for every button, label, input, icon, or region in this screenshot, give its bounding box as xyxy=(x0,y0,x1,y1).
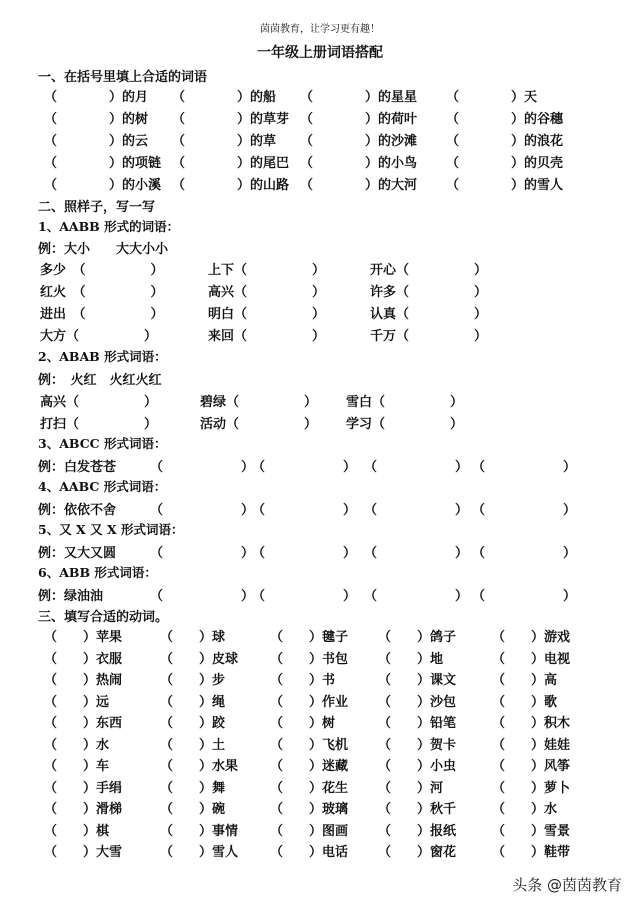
fill-item: （ ）窗花 xyxy=(378,845,457,860)
fill-item: （ ）舞 xyxy=(160,780,226,796)
fill-item: （ ）书包 xyxy=(270,651,349,667)
blank: （ ） xyxy=(252,460,357,475)
fill-item: （ ）的尾巴 xyxy=(172,156,290,171)
blank: （ ） xyxy=(364,546,469,561)
fill-item: （ ）球 xyxy=(160,630,226,645)
fill-item: （ ）事情 xyxy=(160,823,239,839)
fill-item: （ ）的草 xyxy=(172,134,277,149)
fill-item: （ ）东西 xyxy=(44,716,123,731)
fill-item: （ ）贺卡 xyxy=(378,737,457,753)
blank: （ ） xyxy=(364,503,469,518)
blank: （ ） xyxy=(150,503,255,518)
fill-item: （ ）的船 xyxy=(172,90,277,105)
abb-label: 6、ABB 形式词语： xyxy=(38,565,157,580)
fill-item: （ ）课文 xyxy=(378,673,457,688)
section-3-heading: 三、填写合适的动词。 xyxy=(38,610,169,625)
fill-item: 来回（ ） xyxy=(208,329,326,344)
fill-item: （ ）绳 xyxy=(160,694,226,710)
section-2-heading: 二、照样子，写一写 xyxy=(38,200,156,215)
fill-item: 学习（ ） xyxy=(346,417,464,432)
fill-item: （ ）铅笔 xyxy=(378,716,457,731)
yxyx-example: 例：又大又圆 xyxy=(38,546,117,561)
fill-item: （ ）水果 xyxy=(160,759,239,774)
fill-item: （ ）棋 xyxy=(44,823,110,839)
fill-item: （ ）花生 xyxy=(270,780,349,796)
fill-item: （ ）高 xyxy=(492,673,558,688)
page-header: 茵茵教育，让学习更有趣！ xyxy=(260,24,380,35)
watermark: 头条 @茵茵教育 xyxy=(512,876,622,894)
fill-item: （ ）电视 xyxy=(492,651,571,667)
fill-item: （ ）娃娃 xyxy=(492,737,571,753)
fill-item: （ ）雪景 xyxy=(492,823,571,839)
fill-item: 明白（ ） xyxy=(208,307,326,322)
blank: （ ） xyxy=(472,503,577,518)
fill-item: （ ）水 xyxy=(44,737,110,753)
fill-item: （ ）歌 xyxy=(492,694,558,710)
fill-item: 认真（ ） xyxy=(370,307,488,322)
blank: （ ） xyxy=(252,546,357,561)
fill-item: （ ）的小溪 xyxy=(44,178,162,193)
fill-item: （ ）远 xyxy=(44,694,110,710)
fill-item: 高兴（ ） xyxy=(40,395,158,410)
fill-item: （ ）毽子 xyxy=(270,630,349,645)
blank: （ ） xyxy=(472,546,577,561)
fill-item: 许多（ ） xyxy=(370,285,488,300)
fill-item: 进出 （ ） xyxy=(40,307,164,322)
fill-item: 千万（ ） xyxy=(370,329,488,344)
fill-item: 多少 （ ） xyxy=(40,263,164,278)
fill-item: （ ）风筝 xyxy=(492,759,571,774)
fill-item: （ ）的谷穗 xyxy=(446,112,564,127)
fill-item: （ ）鸽子 xyxy=(378,630,457,645)
blank: （ ） xyxy=(472,460,577,475)
fill-item: （ ）报纸 xyxy=(378,823,457,839)
fill-item: （ ）的月 xyxy=(44,90,149,105)
fill-item: 雪白（ ） xyxy=(346,395,464,410)
fill-item: 大方（ ） xyxy=(40,329,158,344)
fill-item: （ ）车 xyxy=(44,759,110,774)
fill-item: （ ）飞机 xyxy=(270,737,349,753)
fill-item: （ ）的小鸟 xyxy=(300,156,418,171)
blank: （ ） xyxy=(252,589,357,604)
blank: （ ） xyxy=(472,589,577,604)
fill-item: （ ）河 xyxy=(378,780,444,796)
fill-item: （ ）的贝壳 xyxy=(446,156,564,171)
fill-item: （ ）大雪 xyxy=(44,845,123,860)
fill-item: （ ）的星星 xyxy=(300,90,418,105)
fill-item: （ ）的雪人 xyxy=(446,178,564,193)
blank: （ ） xyxy=(364,589,469,604)
fill-item: （ ）电话 xyxy=(270,845,349,860)
fill-item: （ ）的草芽 xyxy=(172,112,290,127)
fill-item: （ ）天 xyxy=(446,90,538,105)
fill-item: （ ）图画 xyxy=(270,823,349,839)
blank: （ ） xyxy=(150,589,255,604)
fill-item: （ ）沙包 xyxy=(378,694,457,710)
fill-item: （ ）的山路 xyxy=(172,178,290,193)
aabc-example: 例：依依不舍 xyxy=(38,503,117,518)
fill-item: 打扫（ ） xyxy=(40,417,158,432)
aabb-example: 例：大小 大大小小 xyxy=(38,242,169,257)
fill-item: （ ）玻璃 xyxy=(270,802,349,817)
aabb-label: 1、AABB 形式的词语： xyxy=(38,219,180,234)
fill-item: （ ）的大河 xyxy=(300,178,418,193)
abab-label: 2、ABAB 形式词语： xyxy=(38,349,167,364)
blank: （ ） xyxy=(150,460,255,475)
fill-item: （ ）小虫 xyxy=(378,759,457,774)
fill-item: （ ）迷藏 xyxy=(270,759,349,774)
fill-item: 碧绿（ ） xyxy=(200,395,318,410)
fill-item: （ ）游戏 xyxy=(492,630,571,645)
abab-example: 例： 火红 火红火红 xyxy=(38,373,162,388)
fill-item: （ ）秋千 xyxy=(378,802,457,817)
fill-item: （ ）的项链 xyxy=(44,156,162,171)
fill-item: （ ）的树 xyxy=(44,112,149,127)
fill-item: （ ）地 xyxy=(378,651,444,667)
blank: （ ） xyxy=(252,503,357,518)
page-title: 一年级上册词语搭配 xyxy=(257,45,383,61)
fill-item: 上下（ ） xyxy=(208,263,326,278)
fill-item: （ ）的沙滩 xyxy=(300,134,418,149)
abcc-label: 3、ABCC 形式词语： xyxy=(38,436,167,451)
fill-item: （ ）的荷叶 xyxy=(300,112,418,127)
yxyx-label: 5、又 X 又 X 形式词语： xyxy=(38,522,184,537)
fill-item: （ ）水 xyxy=(492,802,558,817)
aabc-label: 4、AABC 形式词语： xyxy=(38,479,167,494)
fill-item: （ ）雪人 xyxy=(160,845,239,860)
blank: （ ） xyxy=(364,460,469,475)
abb-example: 例：绿油油 xyxy=(38,589,104,604)
fill-item: （ ）积木 xyxy=(492,716,571,731)
fill-item: 红火 （ ） xyxy=(40,285,164,300)
fill-item: （ ）作业 xyxy=(270,694,349,710)
fill-item: 高兴（ ） xyxy=(208,285,326,300)
fill-item: （ ）碗 xyxy=(160,802,226,817)
fill-item: （ ）苹果 xyxy=(44,630,123,645)
fill-item: （ ）皮球 xyxy=(160,651,239,667)
fill-item: （ ）土 xyxy=(160,737,226,753)
fill-item: 开心（ ） xyxy=(370,263,488,278)
section-1-heading: 一、在括号里填上合适的词语 xyxy=(38,70,208,85)
fill-item: （ ）的云 xyxy=(44,134,149,149)
fill-item: （ ）步 xyxy=(160,673,226,688)
fill-item: （ ）跤 xyxy=(160,716,226,731)
fill-item: （ ）手绢 xyxy=(44,780,123,796)
fill-item: （ ）书 xyxy=(270,673,336,688)
fill-item: 活动（ ） xyxy=(200,417,318,432)
fill-item: （ ）树 xyxy=(270,716,336,731)
fill-item: （ ）萝卜 xyxy=(492,780,571,796)
abcc-example: 例：白发苍苍 xyxy=(38,460,117,475)
blank: （ ） xyxy=(150,546,255,561)
fill-item: （ ）的浪花 xyxy=(446,134,564,149)
fill-item: （ ）热闹 xyxy=(44,673,123,688)
fill-item: （ ）鞋带 xyxy=(492,845,571,860)
fill-item: （ ）滑梯 xyxy=(44,802,123,817)
fill-item: （ ）衣服 xyxy=(44,651,123,667)
